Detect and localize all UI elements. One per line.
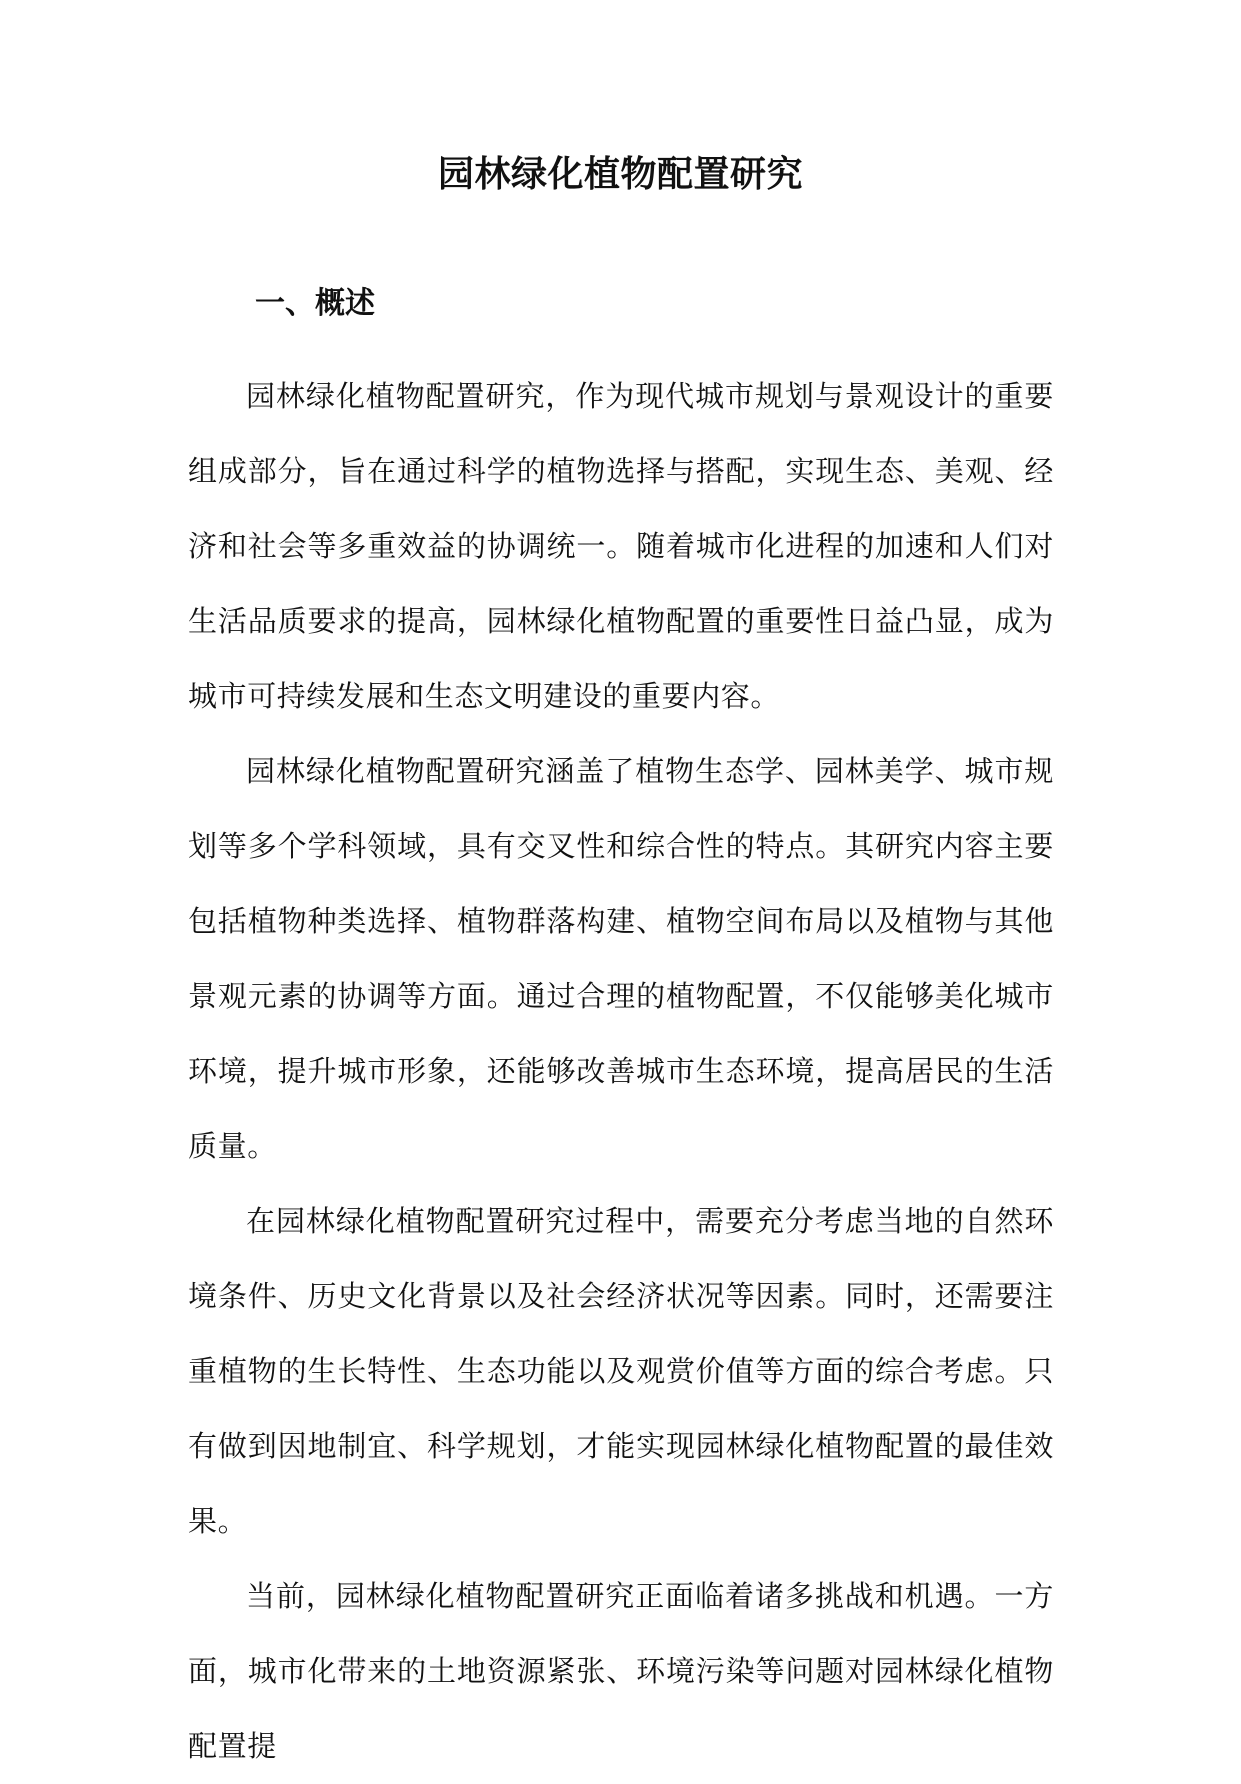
section-heading: 一、概述 — [255, 286, 375, 321]
document-body — [188, 359, 1054, 1784]
paragraph-1: 园林绿化植物配置研究，作为现代城市规划与景观设计的重要组成部分，旨在通过科学的植物选择与搭配，实现生态、美观、经济和社会等多重效益的协调统一。随着城市化进程的加速和人们对生活品质要求的提高，园林绿化植物配置的重要性日益凸显，成为城市可持续发展和生态文明建设的重要内容。 — [188, 379, 1054, 713]
paragraph-4: 当前，园林绿化植物配置研究正面临着诸多挑战和机遇。一方面，城市化带来的土地资源紧张、环境污染等问题对园林绿化植物配置提 — [188, 1579, 1054, 1763]
paragraph-3: 在园林绿化植物配置研究过程中，需要充分考虑当地的自然环境条件、历史文化背景以及社会经济状况等因素。同时，还需要注重植物的生长特性、生态功能以及观赏价值等方面的综合考虑。只有做到因地制宜、科学规划，才能实现园林绿化植物配置的最佳效果。 — [188, 1204, 1054, 1538]
paragraph-2: 园林绿化植物配置研究涵盖了植物生态学、园林美学、城市规划等多个学科领域，具有交叉性和综合性的特点。其研究内容主要包括植物种类选择、植物群落构建、植物空间布局以及植物与其他景观元素的协调等方面。通过合理的植物配置，不仅能够美化城市环境，提升城市形象，还能够改善城市生态环境，提高居民的生活质量。 — [188, 754, 1054, 1163]
document-title: 园林绿化植物配置研究 — [437, 154, 803, 195]
